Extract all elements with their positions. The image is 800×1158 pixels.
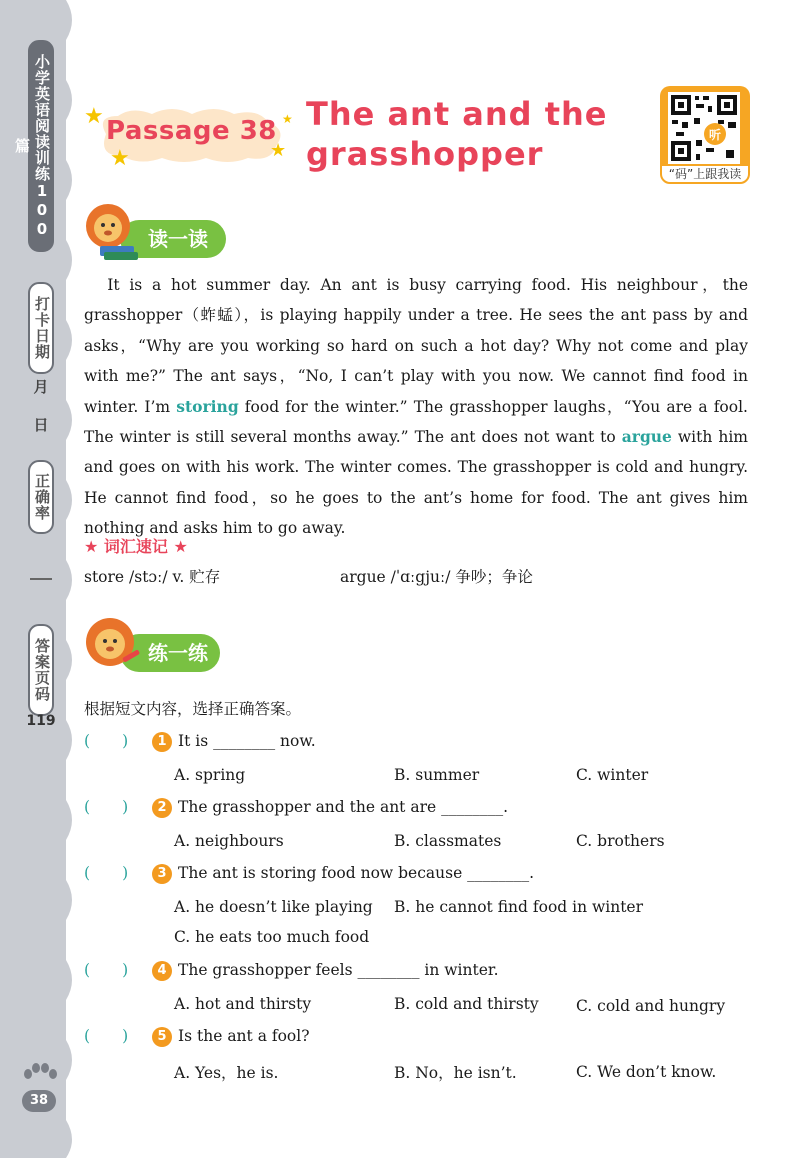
section-read-header: 读一读 bbox=[120, 220, 226, 258]
checkin-date-label: 打卡日期 bbox=[28, 282, 54, 374]
page-number: 38 bbox=[22, 1090, 56, 1112]
option-c[interactable]: C. We don’t know. bbox=[576, 1063, 717, 1081]
option-c[interactable]: C. cold and hungry bbox=[576, 997, 726, 1015]
star-icon: ★ bbox=[270, 140, 287, 161]
question-5: ( ) 5 Is the ant a fool? bbox=[84, 1027, 310, 1045]
question-number: 1 bbox=[152, 732, 172, 752]
passage-text: It is a hot summer day. An ant is busy carrying food. His neighbour，the grasshopper（蚱蜢），is playing happily under a tree. He sees the ant pass by and asks，“Why are you working so hard on such a hot day? Why not come and play with me?” The ant says，“No, I can’t play with you now. We cannot find food in winter. I’m storing food for the winter.” The grasshopper laughs，“You are a fool. The winter is still several months away.” The ant does not want to argue with him and goes on with his work. The winter comes. The grasshopper is cold and hungry. He cannot find food，so he goes to the ant’s home for food. The ant gives him nothing and asks him to go away. bbox=[84, 276, 748, 538]
page-title: The ant and the grasshopper bbox=[306, 95, 608, 173]
answer-blank[interactable]: ( ) bbox=[84, 864, 129, 882]
keyword-argue: argue bbox=[621, 427, 672, 447]
question-3: ( ) 3 The ant is storing food now because ________. bbox=[84, 864, 535, 882]
option-a[interactable]: A. spring bbox=[174, 766, 246, 784]
svg-text:听: 听 bbox=[708, 128, 722, 142]
sidebar-wave-edge bbox=[52, 0, 82, 1158]
section-practice-header: 练一练 bbox=[120, 634, 220, 672]
passage-number-badge: Passage 38 bbox=[106, 116, 277, 146]
option-b[interactable]: B. classmates bbox=[394, 832, 502, 850]
answer-page-number: 119 bbox=[26, 713, 56, 729]
option-b[interactable]: B. No，he isn’t. bbox=[394, 1064, 517, 1082]
star-icon: ★ bbox=[282, 112, 293, 126]
question-number: 2 bbox=[152, 798, 172, 818]
vocab-item-argue: argue /ˈɑːgjuː/ 争吵；争论 bbox=[340, 568, 533, 586]
option-b[interactable]: B. cold and thirsty bbox=[394, 995, 539, 1013]
option-a[interactable]: A. Yes，he is. bbox=[174, 1064, 279, 1082]
answer-blank[interactable]: ( ) bbox=[84, 1027, 129, 1045]
option-c[interactable]: C. brothers bbox=[576, 832, 665, 850]
option-a[interactable]: A. hot and thirsty bbox=[174, 995, 312, 1013]
question-1: ( ) 1 It is ________ now. bbox=[84, 732, 316, 750]
option-b[interactable]: B. summer bbox=[394, 766, 480, 784]
qr-code-icon[interactable] bbox=[668, 92, 740, 164]
month-label: 月 bbox=[33, 378, 49, 396]
lion-writing-icon bbox=[84, 614, 142, 674]
question-number: 3 bbox=[152, 864, 172, 884]
answer-blank[interactable]: ( ) bbox=[84, 732, 129, 750]
accuracy-blank-line bbox=[30, 578, 52, 580]
book-title-vertical: 小学英语阅读训练100篇 bbox=[28, 40, 54, 252]
day-label: 日 bbox=[33, 416, 49, 434]
instruction-text: 根据短文内容，选择正确答案。 bbox=[84, 700, 302, 718]
question-4: ( ) 4 The grasshopper feels ________ in winter. bbox=[84, 961, 499, 979]
option-c[interactable]: C. he eats too much food bbox=[174, 928, 370, 946]
option-b[interactable]: B. he cannot find food in winter bbox=[394, 898, 644, 916]
accuracy-label: 正确率 bbox=[28, 460, 54, 534]
star-icon: ★ bbox=[84, 104, 104, 129]
lion-reading-icon bbox=[82, 200, 140, 264]
answer-blank[interactable]: ( ) bbox=[84, 798, 129, 816]
qr-caption: “码”上跟我读 bbox=[660, 164, 750, 184]
question-2: ( ) 2 The grasshopper and the ant are ________. bbox=[84, 798, 509, 816]
vocab-title: ★ 词汇速记 ★ bbox=[84, 537, 188, 556]
answer-blank[interactable]: ( ) bbox=[84, 961, 129, 979]
keyword-storing: storing bbox=[176, 396, 239, 416]
question-number: 5 bbox=[152, 1027, 172, 1047]
option-a[interactable]: A. neighbours bbox=[174, 832, 284, 850]
option-a[interactable]: A. he doesn’t like playing bbox=[174, 898, 373, 916]
vocab-item-store: store /stɔː/ v. 贮存 bbox=[84, 568, 221, 586]
question-number: 4 bbox=[152, 961, 172, 981]
answer-page-label: 答案页码 bbox=[28, 624, 54, 716]
star-icon: ★ bbox=[110, 146, 130, 171]
option-c[interactable]: C. winter bbox=[576, 766, 649, 784]
